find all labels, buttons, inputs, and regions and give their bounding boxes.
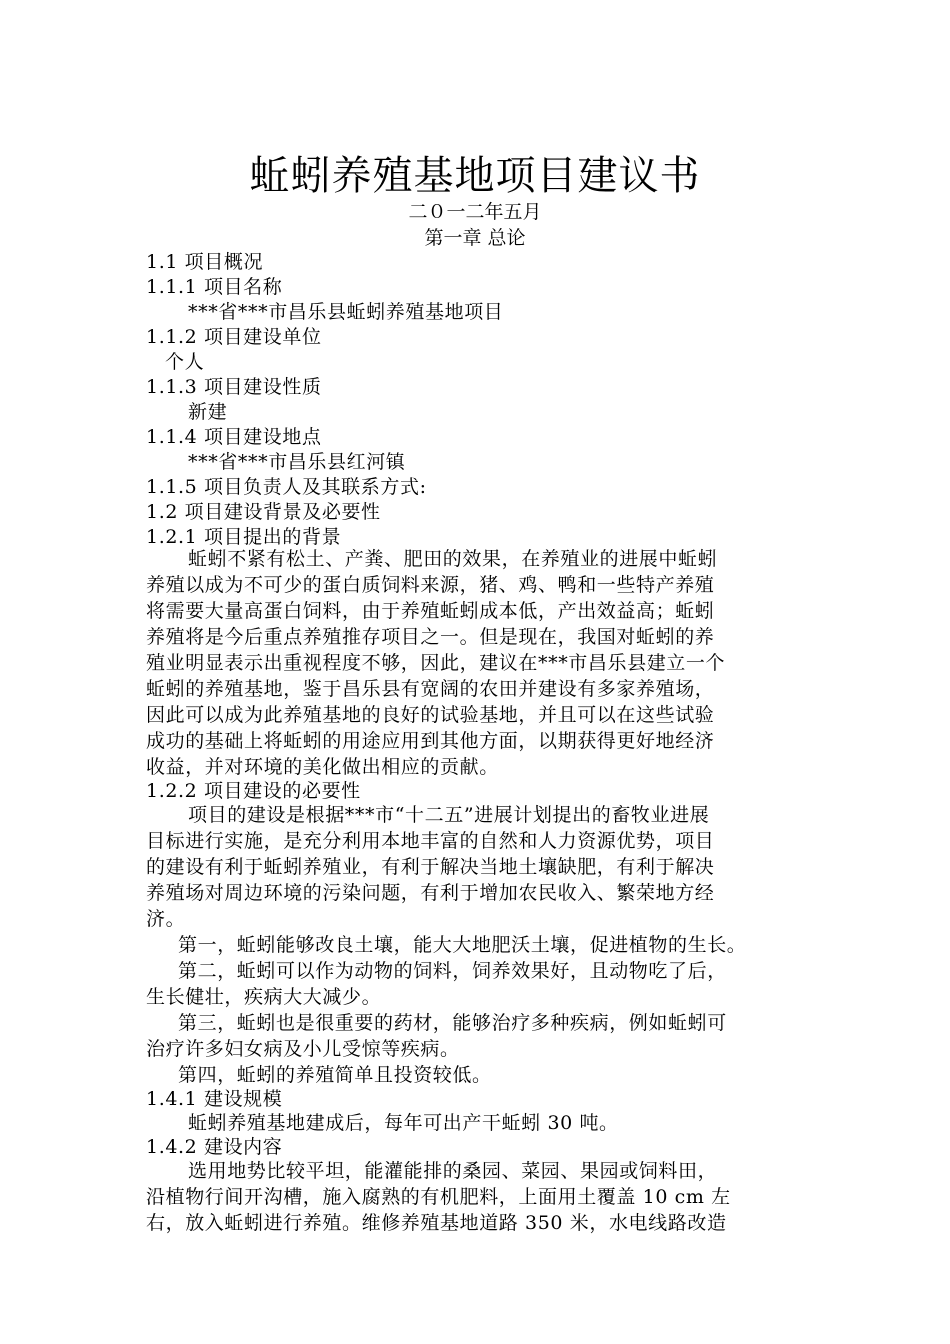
section-heading: 1.2.1 项目提出的背景	[146, 526, 342, 548]
paragraph-line: 养殖将是今后重点养殖推存项目之一。但是现在，我国对蚯蚓的养	[146, 626, 715, 648]
paragraph-line: 收益，并对环境的美化做出相应的贡献。	[146, 756, 499, 778]
paragraph-line: 养殖场对周边环境的污染问题，有利于增加农民收入、繁荣地方经	[146, 882, 715, 904]
section-heading: 1.1 项目概况	[146, 251, 264, 273]
paragraph-line: 右，放入蚯蚓进行养殖。维修养殖基地道路 350 米，水电线路改造	[146, 1212, 727, 1234]
section-text: ***省***市昌乐县红河镇	[188, 451, 406, 473]
section-heading: 1.2 项目建设背景及必要性	[146, 501, 381, 523]
paragraph-line: 治疗许多妇女病及小儿受惊等疾病。	[146, 1038, 460, 1060]
paragraph-line: 目标进行实施，是充分利用本地丰富的自然和人力资源优势，项目	[146, 830, 715, 852]
list-item: 第二，蚯蚓可以作为动物的饲料，饲养效果好，且动物吃了后，	[178, 960, 727, 982]
list-item: 第一，蚯蚓能够改良土壤，能大大地肥沃土壤，促进植物的生长。	[178, 934, 747, 956]
section-text: ***省***市昌乐县蚯蚓养殖基地项目	[188, 301, 504, 323]
section-heading: 1.4.2 建设内容	[146, 1136, 283, 1158]
section-heading: 1.1.3 项目建设性质	[146, 376, 322, 398]
paragraph-line: 项目的建设是根据***市“十二五”进展计划提出的畜牧业进展	[188, 804, 710, 826]
paragraph-line: 蚯蚓养殖基地建成后，每年可出产干蚯蚓 30 吨。	[188, 1112, 619, 1134]
section-text: 新建	[188, 401, 228, 423]
list-item: 第四，蚯蚓的养殖简单且投资较低。	[178, 1064, 492, 1086]
paragraph-line: 生长健壮，疾病大大减少。	[146, 986, 382, 1008]
section-heading: 1.1.2 项目建设单位	[146, 326, 322, 348]
paragraph-line: 济。	[146, 908, 186, 930]
section-heading: 1.1.1 项目名称	[146, 276, 283, 298]
document-date: 二０一二年五月	[408, 201, 542, 223]
section-heading: 1.1.5 项目负责人及其联系方式:	[146, 476, 427, 498]
paragraph-line: 选用地势比较平坦，能灌能排的桑园、菜园、果园或饲料田，	[188, 1160, 718, 1182]
paragraph-line: 成功的基础上将蚯蚓的用途应用到其他方面，以期获得更好地经济	[146, 730, 715, 752]
section-heading: 1.2.2 项目建设的必要性	[146, 780, 361, 802]
paragraph-line: 蚯蚓的养殖基地，鉴于昌乐县有宽阔的农田并建设有多家养殖场，	[146, 678, 715, 700]
chapter-heading: 第一章 总论	[424, 227, 526, 249]
paragraph-line: 殖业明显表示出重视程度不够，因此，建议在***市昌乐县建立一个	[146, 652, 726, 674]
section-heading: 1.1.4 项目建设地点	[146, 426, 322, 448]
section-heading: 1.4.1 建设规模	[146, 1088, 283, 1110]
paragraph-line: 的建设有利于蚯蚓养殖业，有利于解决当地土壤缺肥，有利于解决	[146, 856, 715, 878]
paragraph-line: 沿植物行间开沟槽，施入腐熟的有机肥料，上面用土覆盖 10 cm 左	[146, 1186, 731, 1208]
paragraph-line: 养殖以成为不可少的蛋白质饲料来源，猪、鸡、鸭和一些特产养殖	[146, 574, 715, 596]
list-item: 第三，蚯蚓也是很重要的药材，能够治疗多种疾病，例如蚯蚓可	[178, 1012, 727, 1034]
paragraph-line: 将需要大量高蛋白饲料，由于养殖蚯蚓成本低，产出效益高；蚯蚓	[146, 600, 715, 622]
section-text: 个人	[165, 351, 205, 373]
document-title: 蚯蚓养殖基地项目建议书	[249, 153, 701, 199]
paragraph-line: 蚯蚓不紧有松土、产粪、肥田的效果，在养殖业的进展中蚯蚓	[188, 548, 718, 570]
paragraph-line: 因此可以成为此养殖基地的良好的试验基地，并且可以在这些试验	[146, 704, 715, 726]
